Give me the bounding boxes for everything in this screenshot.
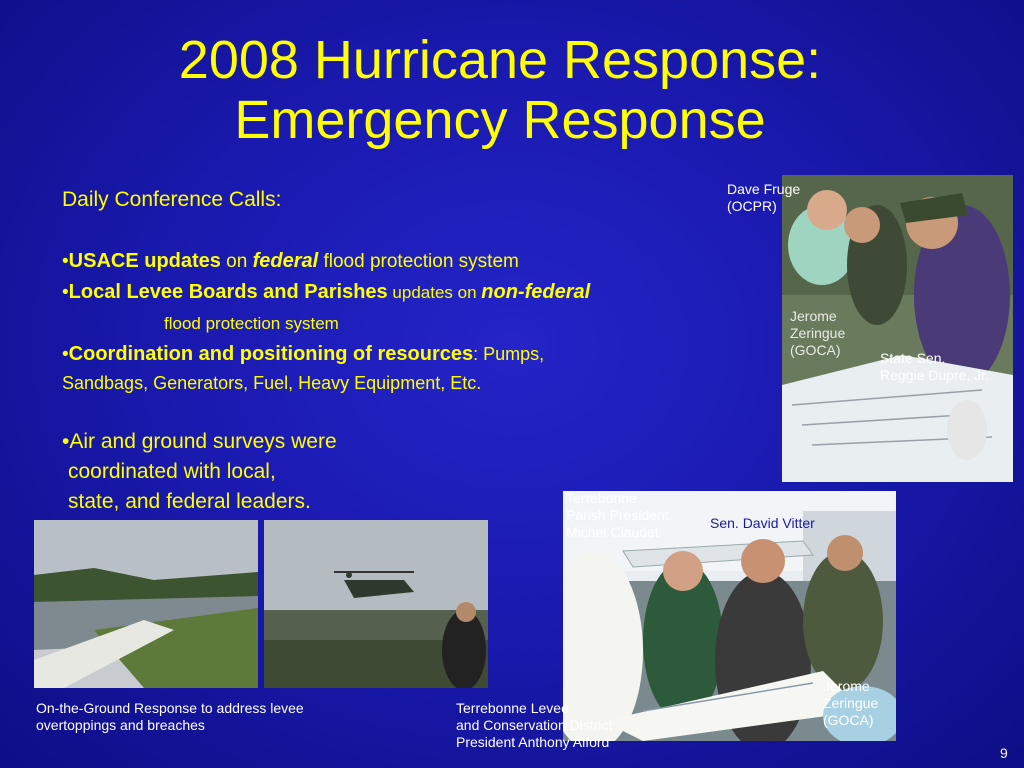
caption-line: overtoppings and breaches (36, 717, 205, 733)
caption-line: and Conservation District (456, 717, 613, 733)
caption-reggie-dupre (880, 350, 989, 384)
caption-line: Parish President (566, 507, 669, 523)
bullet-levee-boards-cont: flood protection system (164, 314, 339, 333)
photo-levee-sandbags (34, 520, 258, 688)
title-line-2: Emergency Response (234, 90, 766, 150)
caption-claudet (566, 490, 669, 541)
caption-line: Terrebonne Levee (456, 700, 569, 716)
bullet-emph: federal (252, 250, 319, 272)
bullet-mark: • (62, 282, 69, 303)
bullet-coordination-cont: Sandbags, Generators, Fuel, Heavy Equipment, Etc. (62, 373, 482, 393)
caption-vitter: Sen. David Vitter (710, 515, 815, 531)
bullet-coordination (62, 343, 544, 366)
bullet-usace (62, 250, 519, 273)
caption-line: Zeringue (823, 695, 879, 711)
bullet-mark: • (62, 344, 69, 365)
bullet-rest: flood protection system (318, 251, 519, 272)
caption-line: State Sen. (880, 350, 946, 366)
title-line-1: 2008 Hurricane Response: (178, 30, 822, 90)
caption-levee-response (36, 700, 304, 734)
caption-line: Dave Fruge (727, 181, 801, 197)
bullet-bold: Coordination and positioning of resources (68, 343, 474, 365)
caption-line: Michel Claudet (566, 524, 659, 540)
caption-line: Jerome (790, 308, 837, 324)
bullet-mid: on (220, 251, 253, 272)
surveys-line-3: state, and federal leaders. (68, 490, 311, 513)
bullet-surveys (62, 427, 337, 517)
caption-jerome-bottom (823, 678, 878, 729)
caption-dave-fruge (727, 181, 800, 215)
photo-helicopter (264, 520, 488, 688)
caption-line: (GOCA) (790, 342, 841, 358)
bullet-levee-boards (62, 281, 590, 304)
caption-line: Jerome (823, 678, 870, 694)
caption-line: Terrebonne (566, 490, 637, 506)
intro-text: Daily Conference Calls: (62, 188, 282, 211)
page-number: 9 (1000, 745, 1008, 761)
caption-jerome-top (790, 308, 845, 359)
surveys-line-1: •Air and ground surveys were (62, 430, 337, 453)
caption-alford (456, 700, 612, 751)
caption-line: (GOCA) (823, 712, 874, 728)
bullet-mark: • (62, 251, 69, 272)
bullet-rest: : Pumps, (473, 344, 545, 364)
bullet-emph: non-federal (481, 281, 591, 303)
surveys-line-2: coordinated with local, (68, 460, 276, 483)
slide-title (60, 30, 940, 150)
bullet-mid: updates on (387, 283, 482, 302)
caption-line: On-the-Ground Response to address levee (36, 700, 304, 716)
bullet-bold: USACE updates (68, 250, 221, 272)
bullet-bold: Local Levee Boards and Parishes (68, 281, 388, 303)
caption-line: President Anthony Alford (456, 734, 610, 750)
caption-line: Reggie Dupre, Jr. (880, 367, 989, 383)
caption-line: Zeringue (790, 325, 846, 341)
caption-line: (OCPR) (727, 198, 777, 214)
